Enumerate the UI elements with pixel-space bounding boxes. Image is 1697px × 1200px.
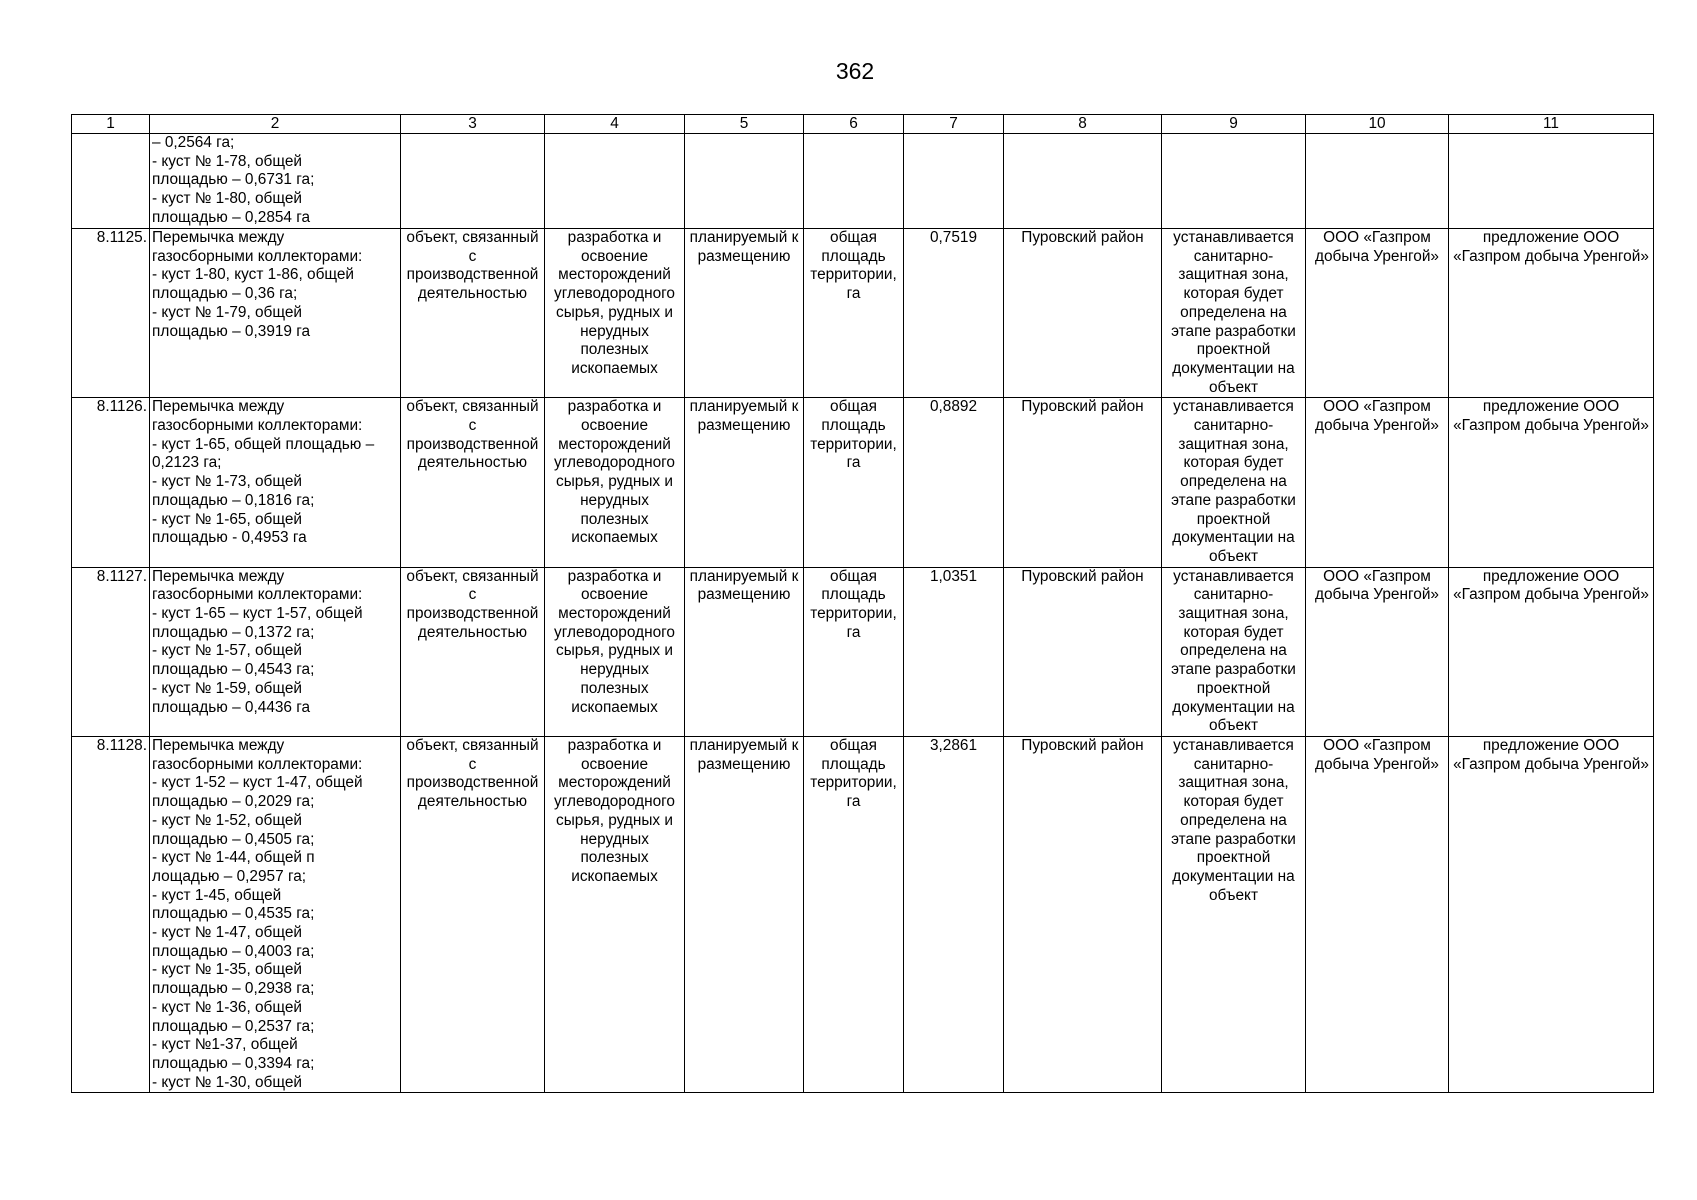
restriction-zone: устанавливается санитарно-защитная зона, которая будет определена на этапе разработки проектной документации на объект (1162, 229, 1306, 398)
column-header: 6 (804, 115, 904, 134)
item-number: 8.1128. (72, 736, 150, 1092)
proposal-source: предложение ООО «Газпром добыча Уренгой» (1449, 736, 1654, 1092)
object-type (401, 134, 545, 229)
object-location: Пуровский район (1004, 567, 1162, 736)
column-number-row (72, 115, 1654, 134)
indicator-name: общая площадь территории, га (804, 229, 904, 398)
column-header: 7 (904, 115, 1004, 134)
object-purpose: разработка и освоение месторождений углеводородного сырья, рудных и нерудных полезных ископаемых (545, 567, 685, 736)
object-type: объект, связанный с производственной деятельностью (401, 229, 545, 398)
object-description: – 0,2564 га; - куст № 1-78, общей площадью – 0,6731 га; - куст № 1-80, общей площадью – 0,2854 га (150, 134, 401, 229)
object-status: планируемый к размещению (685, 567, 804, 736)
indicator-name: общая площадь территории, га (804, 567, 904, 736)
object-location: Пуровский район (1004, 736, 1162, 1092)
indicator-value: 0,8892 (904, 398, 1004, 567)
object-owner: ООО «Газпром добыча Уренгой» (1306, 567, 1449, 736)
column-header: 5 (685, 115, 804, 134)
object-owner: ООО «Газпром добыча Уренгой» (1306, 229, 1449, 398)
table-row (72, 229, 1654, 398)
object-description: Перемычка между газосборными коллекторами: - куст 1-65 – куст 1-57, общей площадью – 0,1372 га; - куст № 1-57, общей площадью – 0,4543 га; - куст № 1-59, общей площадью – 0,4436 га (150, 567, 401, 736)
object-status: планируемый к размещению (685, 398, 804, 567)
table-row (72, 567, 1654, 736)
object-status: планируемый к размещению (685, 736, 804, 1092)
indicator-value: 0,7519 (904, 229, 1004, 398)
column-header: 9 (1162, 115, 1306, 134)
restriction-zone: устанавливается санитарно-защитная зона, которая будет определена на этапе разработки проектной документации на объект (1162, 398, 1306, 567)
object-description: Перемычка между газосборными коллекторами: - куст 1-52 – куст 1-47, общей площадью – 0,2029 га; - куст № 1-52, общей площадью – 0,4505 га; - куст № 1-44, общей п лощадью – 0,2957 га; - куст 1-45, общей площадью – 0,4535 га; - куст № 1-47, общей площадью – 0,4003 га; - куст № 1-35, общей площадью – 0,2938 га; - куст № 1-36, общей площадью – 0,2537 га; - куст №1-37, общей площадью – 0,3394 га; - куст № 1-30, общей (150, 736, 401, 1092)
object-location: Пуровский район (1004, 398, 1162, 567)
indicator-value: 1,0351 (904, 567, 1004, 736)
column-header: 2 (150, 115, 401, 134)
object-location (1004, 134, 1162, 229)
object-type: объект, связанный с производственной деятельностью (401, 736, 545, 1092)
object-status (685, 134, 804, 229)
item-number: 8.1126. (72, 398, 150, 567)
table-row (72, 736, 1654, 1092)
object-purpose: разработка и освоение месторождений углеводородного сырья, рудных и нерудных полезных ископаемых (545, 398, 685, 567)
proposal-source: предложение ООО «Газпром добыча Уренгой» (1449, 398, 1654, 567)
indicator-name (804, 134, 904, 229)
item-number (72, 134, 150, 229)
column-header: 3 (401, 115, 545, 134)
restriction-zone (1162, 134, 1306, 229)
item-number: 8.1125. (72, 229, 150, 398)
object-owner (1306, 134, 1449, 229)
restriction-zone: устанавливается санитарно-защитная зона, которая будет определена на этапе разработки проектной документации на объект (1162, 736, 1306, 1092)
object-status: планируемый к размещению (685, 229, 804, 398)
proposal-source: предложение ООО «Газпром добыча Уренгой» (1449, 567, 1654, 736)
table-row (72, 398, 1654, 567)
object-owner: ООО «Газпром добыча Уренгой» (1306, 736, 1449, 1092)
page-number: 362 (835, 58, 875, 84)
column-header: 4 (545, 115, 685, 134)
column-header: 10 (1306, 115, 1449, 134)
indicator-value (904, 134, 1004, 229)
column-header: 1 (72, 115, 150, 134)
column-header: 11 (1449, 115, 1654, 134)
object-location: Пуровский район (1004, 229, 1162, 398)
proposal-source: предложение ООО «Газпром добыча Уренгой» (1449, 229, 1654, 398)
indicator-name: общая площадь территории, га (804, 736, 904, 1092)
column-header: 8 (1004, 115, 1162, 134)
table-row (72, 134, 1654, 229)
object-description: Перемычка между газосборными коллекторами: - куст 1-65, общей площадью – 0,2123 га; - куст № 1-73, общей площадью – 0,1816 га; - куст № 1-65, общей площадью - 0,4953 га (150, 398, 401, 567)
object-description: Перемычка между газосборными коллекторами: - куст 1-80, куст 1-86, общей площадью – 0,36 га; - куст № 1-79, общей площадью – 0,3919 га (150, 229, 401, 398)
indicator-name: общая площадь территории, га (804, 398, 904, 567)
object-purpose (545, 134, 685, 229)
object-owner: ООО «Газпром добыча Уренгой» (1306, 398, 1449, 567)
indicator-value: 3,2861 (904, 736, 1004, 1092)
restriction-zone: устанавливается санитарно-защитная зона, которая будет определена на этапе разработки проектной документации на объект (1162, 567, 1306, 736)
proposal-source (1449, 134, 1654, 229)
item-number: 8.1127. (72, 567, 150, 736)
object-type: объект, связанный с производственной деятельностью (401, 398, 545, 567)
object-type: объект, связанный с производственной деятельностью (401, 567, 545, 736)
object-purpose: разработка и освоение месторождений углеводородного сырья, рудных и нерудных полезных ископаемых (545, 229, 685, 398)
object-purpose: разработка и освоение месторождений углеводородного сырья, рудных и нерудных полезных ископаемых (545, 736, 685, 1092)
objects-table (71, 114, 1654, 1093)
